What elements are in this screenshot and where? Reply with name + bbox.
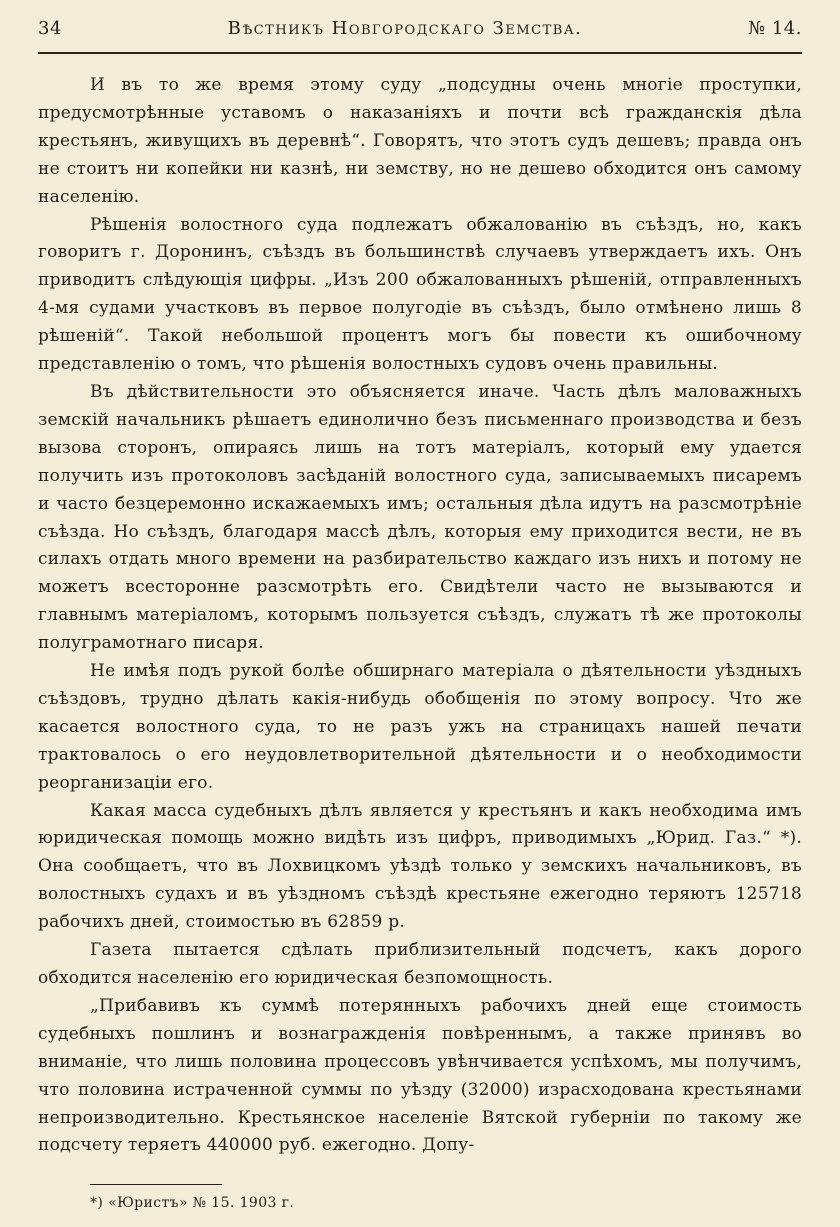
- paragraph-1: И въ то же время этому суду „подсудны очень многіе проступки, предусмотрѣнные уставомъ о наказаніяхъ и почти всѣ гражданскія дѣла крестьянъ, живущихъ въ деревнѣ“. Говорятъ, что этотъ судъ дешевъ; правда онъ не стоитъ ни копейки ни казнѣ, ни земству, но не дешево обходится онъ самому населенію.: [38, 75, 802, 207]
- footnote: *) «Юристъ» № 15. 1903 г.: [90, 1195, 295, 1212]
- paragraph-7: „Прибавивъ къ суммѣ потерянныхъ рабочихъ дней еще стоимость судебныхъ пошлинъ и вознагражденія повѣреннымъ, а также принявъ во вниманіе, что лишь половина процессовъ увѣнчивается успѣхомъ, мы получимъ, что половина истраченной суммы по уѣзду (32000) израсходована крестьянами непроизводительно. Крестьянское населеніе Вятской губерніи по такому же подсчету теряетъ 440000 руб. ежегодно. Допу-: [38, 995, 802, 1156]
- issue-number: № 14.: [748, 18, 802, 39]
- running-header: [38, 18, 802, 48]
- paragraph-4: Не имѣя подъ рукой болѣе обширнаго матеріала о дѣятельности уѣздныхъ съѣздовъ, трудно дѣлать какія-нибудь обобщенія по этому вопросу. Что же касается волостного суда, то не разъ ужъ на страницахъ нашей печати трактовалось о его неудовлетворительной дѣятельности и о необходимости реорганизаціи его.: [38, 661, 802, 793]
- page-number: 34: [38, 18, 62, 39]
- footnote-rule: [90, 1184, 222, 1185]
- paragraph-5: Какая масса судебныхъ дѣлъ является у крестьянъ и какъ необходима имъ юридическая помощь можно видѣть изъ цифръ, приводимыхъ „Юрид. Газ.“ *). Она сообщаетъ, что въ Лохвицкомъ уѣздѣ только у земскихъ начальниковъ, въ волостныхъ судахъ и въ уѣздномъ съѣздѣ крестьяне ежегодно теряютъ 125718 рабочихъ дней, стоимостью въ 62859 р.: [38, 800, 802, 933]
- paragraph-3: Въ дѣйствительности это объясняется иначе. Часть дѣлъ маловажныхъ земскій начальникъ рѣшаетъ единолично безъ письменнаго производства и безъ вызова сторонъ, опираясь лишь на тотъ матеріалъ, который ему удается получить изъ протоколовъ засѣданій волостного суда, записываемыхъ писаремъ и часто безцеремонно искажаемыхъ имъ; остальныя дѣла идутъ на разсмотрѣніе съѣзда. Но съѣздъ, благодаря массѣ дѣлъ, которыя ему приходится вести, не въ силахъ отдать много времени на разбирательство каждаго изъ нихъ и потому не можетъ всесторонне разсмотрѣть его. Свидѣтели часто не вызываются и главнымъ матеріаломъ, которымъ пользуется съѣздъ, служатъ тѣ же протоколы полуграмотнаго писаря.: [38, 381, 802, 654]
- article-body: [38, 72, 802, 1160]
- paragraph-6: Газета пытается сдѣлать приблизительный подсчетъ, какъ дорого обходится населенію его юридическая безпомощность.: [38, 940, 802, 988]
- journal-title: Вѣстникъ Новгородскаго Земства.: [227, 18, 583, 39]
- paragraph-2: Рѣшенія волостного суда подлежатъ обжалованію въ съѣздъ, но, какъ говоритъ г. Доронинъ, съѣздъ въ большинствѣ случаевъ утверждаетъ ихъ. Онъ приводитъ слѣдующія цифры. „Изъ 200 обжалованныхъ рѣшеній, отправленныхъ 4-мя судами участковъ въ первое полугодіе въ съѣздъ, было отмѣнено лишь 8 рѣшеній“. Такой небольшой процентъ могъ бы повести къ ошибочному представленію о томъ, что рѣшенія волостныхъ судовъ очень правильны.: [38, 214, 802, 375]
- header-rule: [38, 52, 802, 54]
